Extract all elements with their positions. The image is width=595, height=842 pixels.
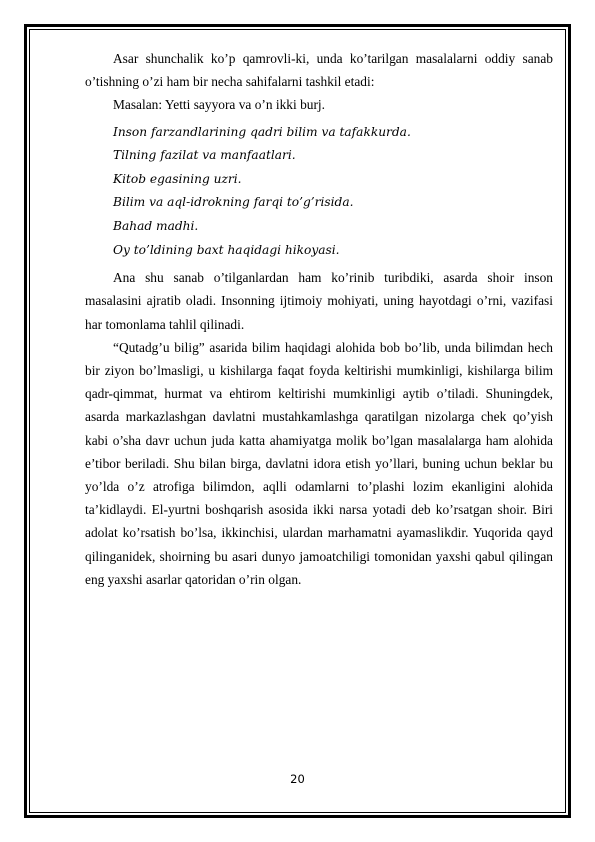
example-line: Masalan: Yetti sayyora va o’n ikki burj. (113, 97, 325, 113)
chapter-list-item: Oy to’ldining baxt haqidagi hikoyasi. (113, 242, 340, 257)
chapter-list-item: Bilim va aql-idrokning farqi to’g’risida. (113, 195, 354, 210)
chapter-list-item: Tilning fazilat va manfaatlari. (113, 148, 296, 163)
page-content (85, 47, 553, 591)
chapter-list-item: Bahad madhi. (113, 218, 199, 233)
chapter-list-item: Inson farzandlarining qadri bilim va tafakkurda. (113, 124, 411, 139)
analysis-paragraph: Ana shu sanab o’tilganlardan ham ko’rinib turibdiki, asarda shoir inson masalasini ajratib oladi. Insonning ijtimoiy mohiyati, uning hayotdagi o’rni, vazifasi har tomonlama tahlil qilinadi. (85, 270, 553, 332)
chapter-list (85, 121, 553, 263)
page-number: 20 (290, 772, 305, 786)
chapter-list-item: Kitob egasining uzri. (113, 171, 242, 186)
intro-paragraph: Asar shunchalik ko’p qamrovli-ki, unda ko’tarilgan masalalarni oddiy sanab o’tishning o’zi ham bir necha sahifalarni tashkil etadi: (85, 51, 553, 90)
body-paragraph: “Qutadg’u bilig” asarida bilim haqidagi alohida bob bo’lib, unda bilimdan hech bir ziyon bo’lmasligi, u kishilarga faqat foyda keltirishi mumkinligi, kishilarga bilim qadr-qimmat, hurmat va ehtirom keltirishi mumkinligi aytib o’tiladi. Shuningdek, asarda markazlashgan davlatni mustahkamlashga qaratilgan nizolarga chek qo’yish kabi o’sha davr uchun juda katta ahamiyatga molik bo’lgan masalalarga ham alohida e’tibor beriladi. Shu bilan birga, davlatni idora etish yo’llari, buning uchun beklar bu yo’lda o’z atrofiga bilimdon, aqlli odamlarni to’plashi lozim ekanligini alohida ta’kidlaydi. El-yurtni boshqarish asosida ikki narsa yotadi deb ko’rsatgan shoir. Biri adolat ko’rsatish bo’lsa, ikkinchisi, ulardan marhamatni ayamaslikdir. Yuqorida qayd qilinganidek, shoirning bu asari dunyo jamoatchiligi tomonidan yaxshi qabul qilingan eng yaxshi asarlar qatoridan o’rin olgan. (85, 339, 553, 587)
